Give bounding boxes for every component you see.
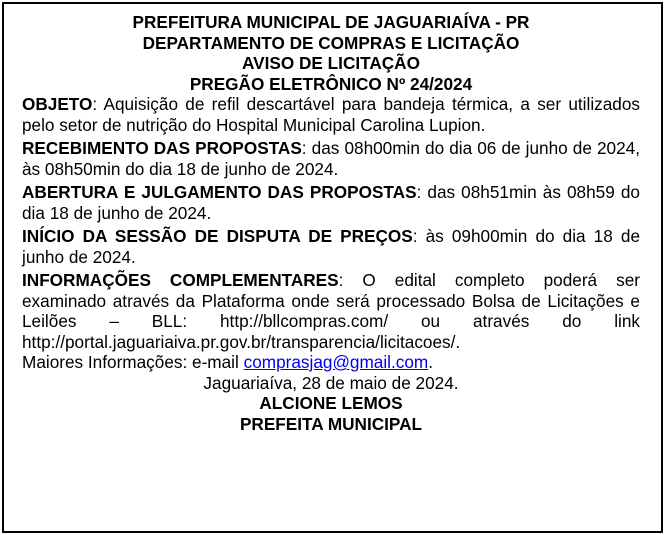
abertura-text: : das 08h51min às 08h59 do dia 18 de junho de 2024. bbox=[22, 182, 640, 223]
objeto-text: : Aquisição de refil descartável para bandeja térmica, a ser utilizados pelo setor de nutrição do Hospital Municipal Carolina Lupion. bbox=[22, 94, 640, 135]
auction-number: PREGÃO ELETRÔNICO Nº 24/2024 bbox=[189, 73, 473, 94]
recebimento-paragraph bbox=[22, 138, 640, 179]
notice-content bbox=[22, 12, 640, 434]
notice-header bbox=[22, 12, 640, 94]
abertura-paragraph bbox=[22, 182, 640, 223]
inicio-paragraph bbox=[22, 226, 640, 267]
maiores-informacoes bbox=[22, 352, 640, 373]
signatory-name: ALCIONE LEMOS bbox=[259, 393, 403, 413]
abertura-label: ABERTURA E JULGAMENTO DAS PROPOSTAS bbox=[22, 182, 417, 202]
maiores-suffix: . bbox=[428, 352, 433, 372]
objeto-label: OBJETO bbox=[22, 94, 93, 114]
inicio-label: INÍCIO DA SESSÃO DE DISPUTA DE PREÇOS bbox=[22, 226, 413, 246]
informacoes-text: : O edital completo poderá ser examinado através da Plataforma onde será processado Bolsa de Licitações e Leilões – BLL: http://bllcompras.com/ ou através do link http://portal.jaguariaiva.pr.gov.br/transparencia/licitacoes/. bbox=[22, 270, 640, 352]
informacoes-paragraph bbox=[22, 270, 640, 352]
notice-date: Jaguariaíva, 28 de maio de 2024. bbox=[203, 372, 459, 393]
department-title: DEPARTAMENTO DE COMPRAS E LICITAÇÃO bbox=[142, 32, 520, 53]
maiores-prefix: Maiores Informações: e-mail bbox=[22, 352, 244, 372]
informacoes-label: INFORMAÇÕES COMPLEMENTARES bbox=[22, 270, 339, 290]
notice-type: AVISO DE LICITAÇÃO bbox=[242, 53, 420, 73]
recebimento-text: : das 08h00min do dia 06 de junho de 2024, às 08h50min do dia 18 de junho de 2024. bbox=[22, 138, 640, 179]
signatory-role: PREFEITA MUNICIPAL bbox=[239, 413, 423, 434]
inicio-text: : às 09h00min do dia 18 de junho de 2024. bbox=[22, 226, 640, 267]
municipality-title: PREFEITURA MUNICIPAL DE JAGUARIAÍVA - PR bbox=[132, 12, 530, 32]
recebimento-label: RECEBIMENTO DAS PROPOSTAS bbox=[22, 138, 302, 158]
email-link[interactable]: comprasjag@gmail.com bbox=[243, 352, 429, 372]
objeto-paragraph bbox=[22, 94, 640, 135]
